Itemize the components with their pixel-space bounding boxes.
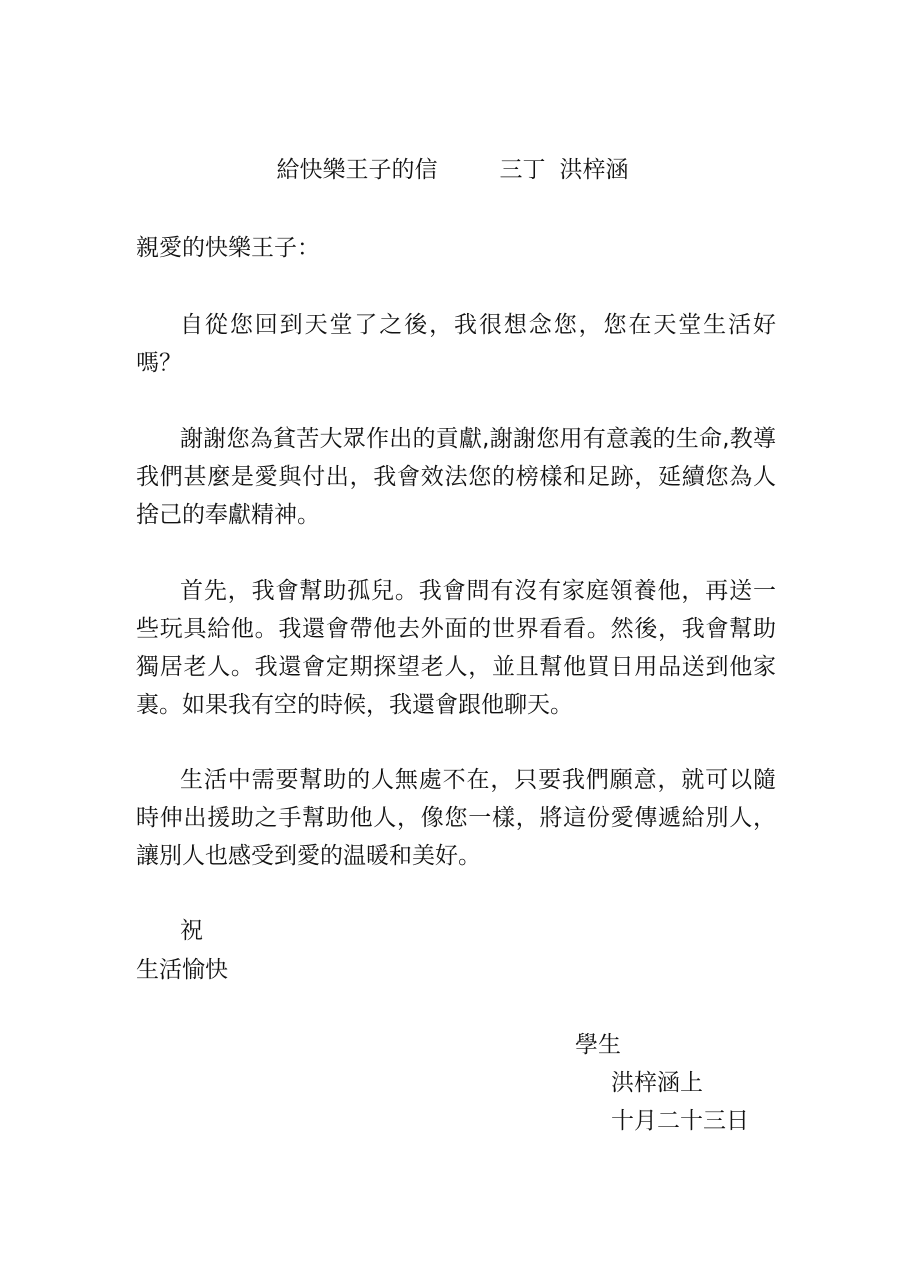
letter-header — [0, 152, 905, 188]
signature-name: 洪梓涵上 — [611, 1070, 703, 1096]
paragraph-1: 自從您回到天堂了之後，我很想念您，您在天堂生活好嗎？ — [136, 312, 776, 376]
closing-text: 生活愉快 — [136, 957, 228, 983]
paragraph-2: 謝謝您為貧苦大眾作出的貢獻,謝謝您用有意義的生命,教導我們甚麼是愛與付出，我會效法您的榜樣和足跡，延續您為人捨己的奉獻精神。 — [136, 426, 776, 528]
letter-title: 給快樂王子的信 — [276, 157, 438, 183]
class-name: 三丁 — [499, 157, 546, 183]
paragraph-4: 生活中需要幫助的人無處不在，只要我們願意，就可以隨時伸出援助之手幫助他人，像您一樣，將這份愛傳遞給別人，讓別人也感受到愛的温暖和美好。 — [136, 767, 776, 869]
paragraph-3: 首先，我會幫助孤兒。我會問有沒有家庭領養他，再送一些玩具給他。我還會帶他去外面的世界看看。然後，我會幫助獨居老人。我還會定期探望老人，並且幫他買日用品送到他家裏。如果我有空的時候，我還會跟他聊天。 — [136, 578, 776, 718]
author-name: 洪梓涵 — [559, 157, 629, 183]
closing-wish: 祝 — [180, 918, 203, 944]
salutation: 親愛的快樂王子： — [136, 235, 320, 261]
signature-role: 學生 — [575, 1032, 621, 1058]
signature-date: 十月二十三日 — [611, 1108, 749, 1134]
